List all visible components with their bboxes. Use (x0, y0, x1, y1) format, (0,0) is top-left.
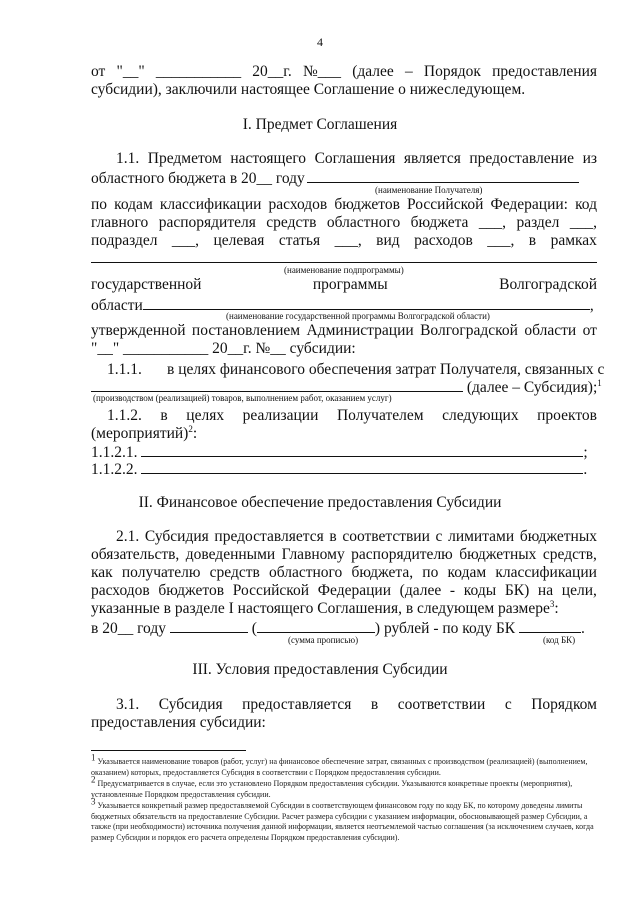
word: ___, (171, 232, 200, 249)
p1121-number: 1.1.2.1. (91, 444, 138, 461)
section-3-heading: III. Условия предоставления Субсидии (192, 661, 448, 678)
page-number: 4 (317, 35, 323, 49)
p111-line-2-end: (далее – Субсидия); (466, 379, 598, 396)
word: расходов (91, 582, 150, 599)
intro-line-1 (91, 63, 597, 81)
s2-line-6: в 20__ году ( ) рублей - по коду БК . (91, 620, 585, 637)
p1-line-2-text: областного бюджета в 20__ году (91, 170, 305, 187)
p1122-number: 1.1.2.2. (91, 461, 138, 478)
word: настоящего (230, 150, 307, 167)
word: ___________ (155, 63, 242, 80)
caption-production: (производством (реализацией) товаров, выполнением работ, оказанием услуг) (93, 393, 392, 403)
word: Порядком (531, 696, 597, 713)
word: подраздел (91, 232, 158, 249)
caption-subprogram: (наименование подпрограммы) (284, 265, 404, 275)
intro-line-2: субсидии), заключили настоящее Соглашение о нижеследующем. (91, 81, 526, 98)
word: в (160, 407, 168, 424)
word: бюджета, (351, 564, 414, 581)
word: (далее (399, 582, 442, 599)
p1121-blank (141, 442, 583, 457)
p1122-line (91, 459, 640, 479)
s2-year: в 20__ году (91, 620, 166, 637)
word: раздел (516, 214, 560, 231)
footnote-2-text: Предусматривается в случае, если это установлено Порядком предоставления субсидии. Указываются конкретные проекты (мероприятия), установленные Порядком предоставления субсидии. (91, 779, 573, 799)
p1-line-3 (91, 196, 597, 214)
word: Федерации: (490, 196, 568, 213)
word: с (435, 528, 443, 545)
word: на (537, 582, 554, 599)
word: БК) (504, 582, 530, 599)
word: Субсидия (144, 528, 209, 545)
word: 20__г. (252, 63, 292, 80)
word: Волгоградской (499, 276, 597, 293)
s2-line-5-text: указанные в разделе I настоящего Соглашения, в следующем размере (91, 600, 550, 617)
footnote-3-mark: 3 (91, 796, 96, 807)
p1-line-6 (91, 276, 597, 294)
subprogram-blank (91, 262, 597, 263)
word: по (422, 564, 439, 581)
s2-line-3 (91, 564, 597, 582)
word: предоставляется (214, 528, 324, 545)
word: бюджетных (459, 546, 537, 563)
word: распорядителя (158, 214, 256, 231)
footnote-2-mark: 2 (91, 774, 96, 785)
footnote-ref-2: 2 (188, 423, 193, 434)
p1-line-7-text: области (91, 297, 143, 314)
word: лимитами (448, 528, 515, 545)
word: код (575, 196, 597, 213)
word: кодам (114, 196, 153, 213)
footnote-separator (91, 750, 246, 751)
footnote-1 (91, 752, 601, 778)
word: Получателем (336, 407, 424, 424)
word: вид (376, 232, 400, 249)
bk-code-blank (519, 618, 581, 633)
word: обязательств, (91, 546, 180, 563)
s2-line-5: указанные в разделе I настоящего Соглашения, в следующем размере$^3$: (91, 598, 559, 617)
section-1-heading: I. Предмет Соглашения (242, 116, 398, 133)
word: Волгоградской (420, 322, 518, 339)
word: реализации (242, 407, 319, 424)
word: из (582, 150, 597, 167)
footnote-ref-1: 1 (597, 377, 602, 388)
word: предоставляется (242, 696, 352, 713)
word: бюджетов (158, 582, 225, 599)
footnote-2 (91, 774, 601, 800)
s2-rub-code: рублей - по коду БК (383, 620, 516, 637)
word: предоставления (492, 63, 597, 80)
word: ___, (487, 232, 515, 249)
word: ___, (569, 214, 597, 231)
s3-line-2: предоставления субсидии: (91, 714, 266, 731)
word: ___, (478, 214, 506, 231)
p1122-end: . (583, 461, 588, 478)
word: Главному (281, 546, 345, 563)
s2-line-4 (91, 582, 597, 600)
p1-line-4 (91, 214, 597, 232)
caption-code: (код БК) (543, 635, 576, 645)
p111-text: в целях финансового обеспечения затрат Получателя, связанных с (167, 361, 605, 378)
p1-line-5 (91, 232, 597, 250)
s2-line-2 (91, 546, 597, 564)
word: от (582, 322, 597, 339)
word: Порядок (423, 63, 481, 80)
word: средств (266, 214, 317, 231)
word: расходов (414, 232, 473, 249)
p1-line-1 (116, 150, 597, 168)
word: следующих (442, 407, 519, 424)
section-2-heading: II. Финансовое обеспечение предоставления Субсидии (138, 494, 502, 511)
p1-line-2 (91, 168, 640, 188)
word: 2.1. (116, 528, 140, 545)
word: Федерации (317, 582, 391, 599)
word: Российской (407, 196, 484, 213)
word: целевая (213, 232, 265, 249)
word: рамках (550, 232, 597, 249)
word: распорядителю (351, 546, 453, 563)
program-blank (143, 295, 590, 310)
word: Субсидия (158, 696, 223, 713)
word: соответствии (342, 528, 430, 545)
word: в (329, 528, 337, 545)
p1122-blank (141, 459, 583, 474)
word: 3.1. (116, 696, 140, 713)
word: 1.1.2. (107, 407, 142, 424)
word: областного (268, 564, 343, 581)
recipient-blank (307, 168, 579, 183)
footnote-3-text: Указывается конкретный размер предоставляемой Субсидии в соответствующем финансовом году по коду БК, по которому доведены лимиты бюджетных обязательств на предоставление Субсидии. Расчет размера субсидии с указанием информации, обосновывающей размер Субсидии, а также (при необходимости) источника получения данной информации, является неотъемлемой частью соглашения (за исключением случаев, когда размер Субсидии и порядок его расчета определены Порядком предоставления субсидии). (91, 801, 594, 842)
p112-line-1 (107, 407, 597, 425)
word: программы (312, 276, 388, 293)
word: области (524, 322, 577, 339)
word: доведенными (185, 546, 276, 563)
p1121-end: ; (583, 444, 588, 461)
word: 1.1. (116, 150, 140, 167)
word: по (91, 196, 108, 213)
word: расходов (268, 196, 328, 213)
p1-line-9: "__" ___________ 20__г. №__ субсидии: (91, 340, 356, 357)
word: проектов (537, 407, 597, 424)
word: Предметом (147, 150, 222, 167)
word: цели, (561, 582, 597, 599)
caption-sum: (сумма прописью) (288, 635, 359, 645)
word: Администрации (306, 322, 414, 339)
word: как (91, 564, 113, 581)
word: является (403, 150, 461, 167)
footnote-ref-3: 3 (549, 598, 555, 609)
word: классификации (159, 196, 262, 213)
word: средств, (542, 546, 597, 563)
word: бюджетов (334, 196, 400, 213)
word: бюджетных (519, 528, 597, 545)
word: кодам (447, 564, 487, 581)
word: коды (463, 582, 497, 599)
p1-line-8 (91, 322, 597, 340)
production-blank (91, 377, 463, 392)
word: областного (326, 214, 401, 231)
word: постановлением (191, 322, 301, 339)
p1-line-7-comma: , (589, 297, 594, 314)
word: целях (186, 407, 225, 424)
word: главного (91, 214, 149, 231)
word: №___ (302, 63, 342, 80)
word: – (404, 63, 413, 80)
word: статья (278, 232, 321, 249)
footnote-1-text: Указывается наименование товаров (работ, услуг) на финансовое обеспечение затрат, связанных с производством (реализацией) (выполнением, оказанием) которых, предоставляется Субсидия в соответствии с Порядком предоставления субсидии. (91, 757, 588, 777)
word: соответствии (397, 696, 486, 713)
word: от (91, 63, 106, 80)
word: Российской (232, 582, 310, 599)
word: с (504, 696, 512, 713)
amount-words-blank (257, 618, 375, 633)
word: "__" (116, 63, 145, 80)
amount-blank (170, 618, 248, 633)
caption-recipient: (наименование Получателя) (375, 185, 483, 195)
word: предоставление (469, 150, 575, 167)
p112-line-2: (мероприятий)$^2$: (91, 423, 198, 442)
word: средств (209, 564, 260, 581)
word: в (370, 696, 379, 713)
s3-line-1 (116, 696, 597, 714)
word: классификации (495, 564, 597, 581)
word: - (449, 582, 456, 599)
footnote-3 (91, 796, 601, 843)
word: Соглашения (314, 150, 396, 167)
word: утвержденной (91, 322, 186, 339)
p112-line-2-text: (мероприятий) (91, 425, 189, 442)
p111-number: 1.1.1. (107, 361, 142, 378)
word: (далее (352, 63, 394, 80)
s2-line-1 (116, 528, 597, 546)
word: государственной (91, 276, 202, 293)
word: ___, (334, 232, 362, 249)
word: бюджета (410, 214, 469, 231)
word: получателю (121, 564, 201, 581)
word: в (528, 232, 537, 249)
caption-program: (наименование государственной программы Волгоградской области) (226, 311, 490, 321)
footnote-1-mark: 1 (91, 752, 96, 763)
